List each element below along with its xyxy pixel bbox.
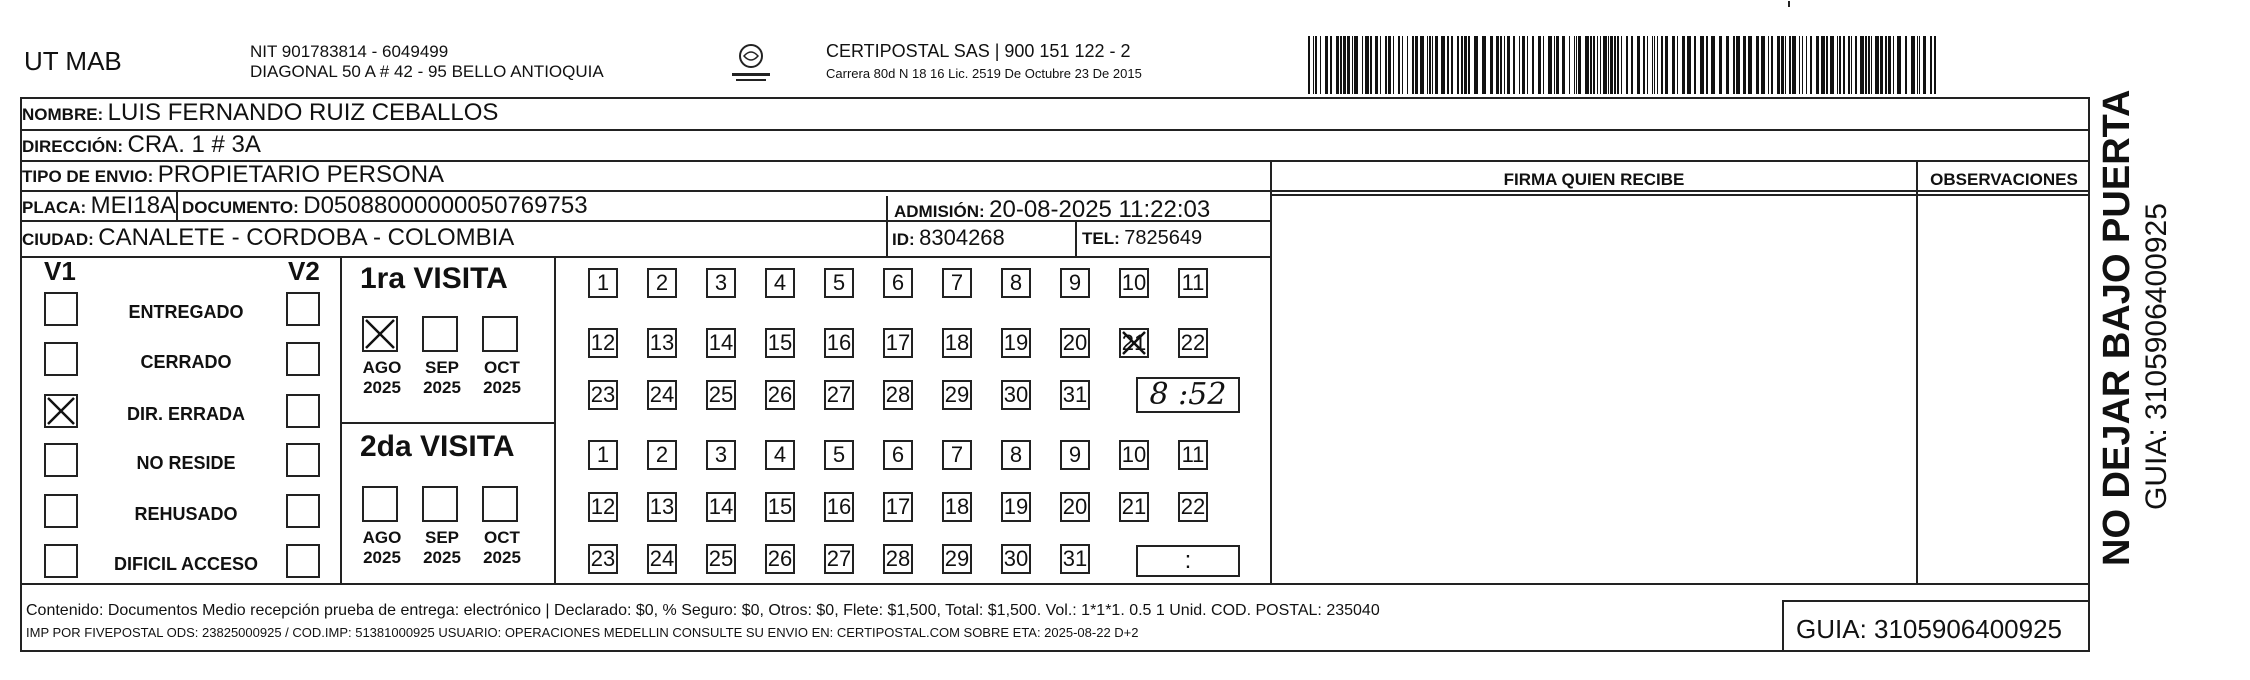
license-text: Carrera 80d N 18 16 Lic. 2519 De Octubre 23 De 2015 xyxy=(826,66,1142,81)
day-box[interactable]: 4 xyxy=(765,268,795,298)
day-box[interactable]: 14 xyxy=(706,328,736,358)
day-box[interactable]: 6 xyxy=(883,440,913,470)
day-box[interactable]: 12 xyxy=(588,328,618,358)
ciudad-value: CANALETE - CORDOBA - COLOMBIA xyxy=(98,224,515,251)
placa-label: PLACA: xyxy=(22,198,87,217)
v2-checkbox[interactable] xyxy=(286,292,320,326)
certipostal-logo xyxy=(726,40,776,84)
visit1-time: 8 :52 xyxy=(1149,377,1227,412)
side-guia: GUIA: 3105906400925 xyxy=(2140,203,2173,510)
day-box[interactable]: 11 xyxy=(1178,268,1208,298)
day-box[interactable]: 12 xyxy=(588,492,618,522)
status-label: ENTREGADO xyxy=(128,302,244,322)
admision-field xyxy=(894,196,1210,224)
month-label: SEP xyxy=(424,528,460,547)
v2-label: V2 xyxy=(288,256,320,286)
admision-value: 20-08-2025 11:22:03 xyxy=(989,196,1211,223)
day-box[interactable]: 16 xyxy=(824,492,854,522)
day-box[interactable]: 22 xyxy=(1178,492,1208,522)
year-label: 2025 xyxy=(483,378,521,397)
firma-header: FIRMA QUIEN RECIBE xyxy=(1503,170,1685,189)
day-box[interactable]: 3 xyxy=(706,268,736,298)
status-label: REHUSADO xyxy=(134,504,238,524)
id-value: 8304268 xyxy=(919,225,1005,250)
month-label: OCT xyxy=(484,358,520,377)
v1-checkbox[interactable] xyxy=(44,494,78,528)
day-box[interactable]: 21 xyxy=(1119,328,1149,358)
day-box[interactable]: 22 xyxy=(1178,328,1208,358)
day-box[interactable]: 8 xyxy=(1001,440,1031,470)
ciudad-label: CIUDAD: xyxy=(22,230,94,249)
v1-checkbox[interactable] xyxy=(44,292,78,326)
month-label: AGO xyxy=(362,528,402,547)
day-box[interactable]: 5 xyxy=(824,440,854,470)
visit1-title: 1ra VISITA xyxy=(360,262,508,295)
documento-value: D05088000000050769753 xyxy=(303,192,588,219)
day-box[interactable]: 18 xyxy=(942,328,972,358)
day-box[interactable]: 10 xyxy=(1119,440,1149,470)
side-warning: NO DEJAR BAJO PUERTA xyxy=(2096,89,2138,566)
direccion-label: DIRECCIÓN: xyxy=(22,137,124,156)
day-box[interactable]: 9 xyxy=(1060,268,1090,298)
day-box[interactable]: 5 xyxy=(824,268,854,298)
day-box[interactable]: 19 xyxy=(1001,328,1031,358)
month-label: AGO xyxy=(362,358,402,377)
day-box[interactable]: 20 xyxy=(1060,492,1090,522)
day-box[interactable]: 25 xyxy=(706,380,736,410)
certipostal-name: CERTIPOSTAL SAS | 900 151 122 - 2 xyxy=(826,41,1131,61)
day-box[interactable]: 21 xyxy=(1119,492,1149,522)
day-box[interactable]: 24 xyxy=(647,380,677,410)
day-box[interactable]: 23 xyxy=(588,544,618,574)
direccion-row xyxy=(22,131,261,159)
nombre-row xyxy=(22,99,498,127)
year-label: 2025 xyxy=(423,378,461,397)
day-box[interactable]: 7 xyxy=(942,268,972,298)
year-label: 2025 xyxy=(483,548,521,567)
tel-label: TEL: xyxy=(1082,229,1120,248)
visit2-title: 2da VISITA xyxy=(360,430,515,463)
barcode xyxy=(1306,36,1940,94)
id-field xyxy=(892,224,1005,252)
visit2-time: : xyxy=(1184,547,1192,574)
day-box[interactable]: 10 xyxy=(1119,268,1149,298)
tipo-value: PROPIETARIO PERSONA xyxy=(157,161,445,188)
day-box[interactable]: 18 xyxy=(942,492,972,522)
admision-label: ADMISIÓN: xyxy=(894,202,985,221)
direccion-value: CRA. 1 # 3A xyxy=(127,131,261,158)
day-box[interactable]: 13 xyxy=(647,328,677,358)
v1-checkbox[interactable] xyxy=(44,394,78,428)
year-label: 2025 xyxy=(363,548,401,567)
day-box[interactable]: 6 xyxy=(883,268,913,298)
day-box[interactable]: 2 xyxy=(647,440,677,470)
company-address: DIAGONAL 50 A # 42 - 95 BELLO ANTIOQUIA xyxy=(250,62,604,81)
day-box[interactable]: 20 xyxy=(1060,328,1090,358)
month-checkbox[interactable] xyxy=(362,486,398,522)
day-box[interactable]: 26 xyxy=(765,380,795,410)
tel-value: 7825649 xyxy=(1124,227,1203,249)
v1-label: V1 xyxy=(44,256,76,286)
observaciones-header: OBSERVACIONES xyxy=(1930,170,2078,189)
day-box[interactable]: 14 xyxy=(706,492,736,522)
v2-checkbox[interactable] xyxy=(286,494,320,528)
day-box[interactable]: 2 xyxy=(647,268,677,298)
day-box[interactable]: 29 xyxy=(942,380,972,410)
v1-checkbox[interactable] xyxy=(44,544,78,578)
visit2-time-box[interactable] xyxy=(1136,545,1240,577)
month-checkbox[interactable] xyxy=(482,486,518,522)
documento-field xyxy=(182,192,588,220)
footer-imp: IMP POR FIVEPOSTAL ODS: 23825000925 / COD.IMP: 51381000925 USUARIO: OPERACIONES MEDELLIN CONSULTE SU ENVIO EN: CERTIPOSTAL.COM SOBRE ETA: 2025-08-22 D+2 xyxy=(26,625,1139,640)
v1-checkbox[interactable] xyxy=(44,443,78,477)
status-label: DIFICIL ACCESO xyxy=(113,554,258,574)
ciudad-row xyxy=(22,224,514,252)
day-box[interactable]: 7 xyxy=(942,440,972,470)
v2-checkbox[interactable] xyxy=(286,443,320,477)
day-box[interactable]: 29 xyxy=(942,544,972,574)
day-box[interactable]: 9 xyxy=(1060,440,1090,470)
month-checkbox[interactable] xyxy=(422,486,458,522)
tipo-label: TIPO DE ENVIO: xyxy=(22,167,154,186)
day-box[interactable]: 30 xyxy=(1001,544,1031,574)
day-box[interactable]: 31 xyxy=(1060,544,1090,574)
day-box[interactable]: 15 xyxy=(765,492,795,522)
day-box[interactable]: 3 xyxy=(706,440,736,470)
day-box[interactable]: 26 xyxy=(765,544,795,574)
v2-checkbox[interactable] xyxy=(286,394,320,428)
placa-row xyxy=(22,192,176,220)
placa-value: MEI18A xyxy=(90,192,177,219)
day-box[interactable]: 17 xyxy=(883,492,913,522)
day-box[interactable]: 24 xyxy=(647,544,677,574)
day-box[interactable]: 28 xyxy=(883,380,913,410)
month-checkbox[interactable] xyxy=(422,316,458,352)
day-box[interactable]: 17 xyxy=(883,328,913,358)
status-label: NO RESIDE xyxy=(136,453,236,473)
month-checkbox[interactable] xyxy=(482,316,518,352)
day-box[interactable]: 1 xyxy=(588,268,618,298)
day-box[interactable]: 15 xyxy=(765,328,795,358)
tipo-row xyxy=(22,161,444,189)
month-label: OCT xyxy=(484,528,520,547)
company-name: UT MAB xyxy=(24,46,122,76)
day-box[interactable]: 16 xyxy=(824,328,854,358)
documento-label: DOCUMENTO: xyxy=(182,198,299,217)
footer-guia: GUIA: 3105906400925 xyxy=(1796,614,2062,644)
year-label: 2025 xyxy=(363,378,401,397)
v1-checkbox[interactable] xyxy=(44,342,78,376)
visit1-time-box[interactable] xyxy=(1136,377,1240,413)
day-box[interactable]: 28 xyxy=(883,544,913,574)
day-box[interactable]: 4 xyxy=(765,440,795,470)
day-box[interactable]: 8 xyxy=(1001,268,1031,298)
month-checkbox[interactable] xyxy=(362,316,398,352)
footer-contenido: Contenido: Documentos Medio recepción prueba de entrega: electrónico | Declarado: $0, % Seguro: $0, Otros: $0, Flete: $1,500, Total: $1,500. Vol.: 1*1*1. 0.5 1 Unid. COD. POSTAL: 235040 xyxy=(26,602,1380,619)
status-label: CERRADO xyxy=(140,352,232,372)
v2-checkbox[interactable] xyxy=(286,544,320,578)
day-box[interactable]: 13 xyxy=(647,492,677,522)
year-label: 2025 xyxy=(423,548,461,567)
day-box[interactable]: 1 xyxy=(588,440,618,470)
status-label: DIR. ERRADA xyxy=(126,404,245,424)
id-label: ID: xyxy=(892,230,915,249)
day-box[interactable]: 19 xyxy=(1001,492,1031,522)
nit-text: NIT 901783814 - 6049499 xyxy=(250,42,449,61)
nombre-value: LUIS FERNANDO RUIZ CEBALLOS xyxy=(107,99,499,126)
day-box[interactable]: 30 xyxy=(1001,380,1031,410)
nombre-label: NOMBRE: xyxy=(22,105,104,124)
day-box[interactable]: 27 xyxy=(824,544,854,574)
day-box[interactable]: 27 xyxy=(824,380,854,410)
day-box[interactable]: 11 xyxy=(1178,440,1208,470)
day-box[interactable]: 31 xyxy=(1060,380,1090,410)
tel-field xyxy=(1082,224,1202,252)
day-box[interactable]: 23 xyxy=(588,380,618,410)
day-box[interactable]: 25 xyxy=(706,544,736,574)
v2-checkbox[interactable] xyxy=(286,342,320,376)
month-label: SEP xyxy=(424,358,460,377)
